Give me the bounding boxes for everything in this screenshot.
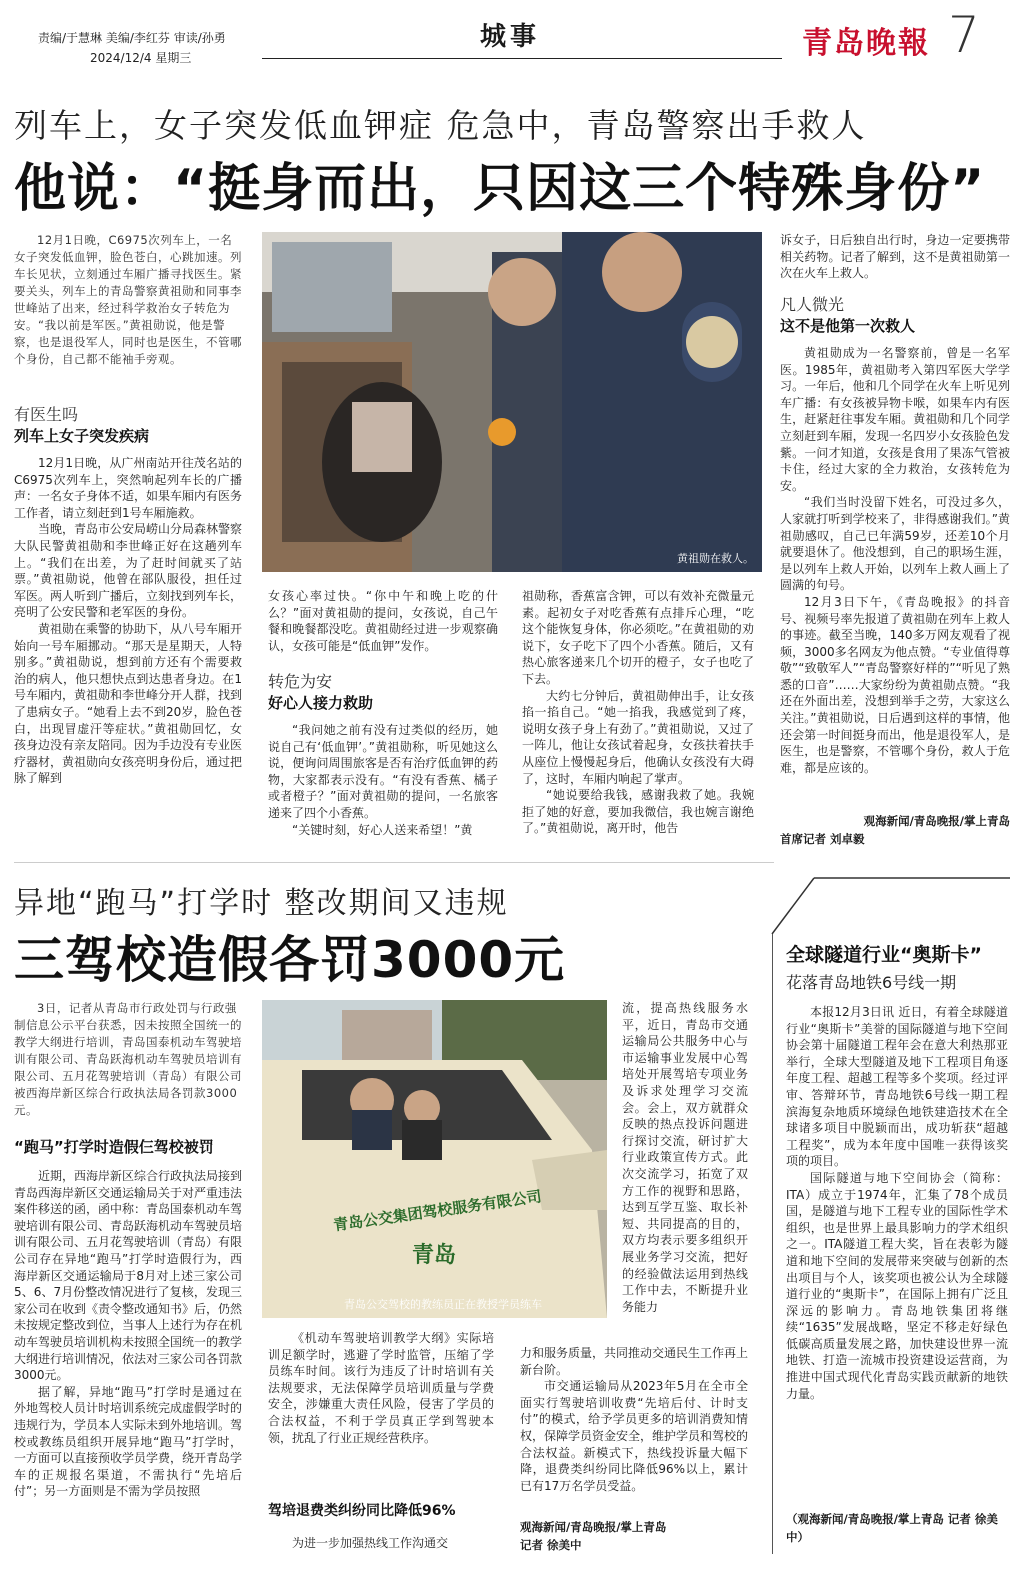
paragraph: 流，提高热线服务水平，近日，青岛市交通运输局公共服务中心与市运输事业发展中心驾培处开展驾培专项业务及诉求处理学习交流会。会上，双方就群众反映的热点投诉问题进行探讨交流，研讨扩大行业政策宣传方式。此次交流学习，拓宽了双方工作的视野和思路，达到互学互鉴、取长补短、共同提高的目的，双方均表示要多组织开展业务学习交流，把好的经验做法运用到热线工作中去，不断提升业务能力 <box>622 1001 748 1314</box>
story3-left-rule <box>772 934 773 1554</box>
paragraph: “她说要给我钱，感谢我救了她。我婉拒了她的好意，要加我微信，我也婉言谢绝了。”黄祖勋说，离开时，他告 <box>522 788 754 836</box>
story1-subhead3 <box>780 288 1010 342</box>
paragraph: 祖勋称，香蕉富含钾，可以有效补充微量元素。起初女子对吃香蕉有点排斥心理，“吃这个能恢复身体，你必须吃。”在黄祖勋的劝说下，女子吃下了四个小香蕉。随后，又有热心旅客递来几个切开的橙子，女子也吃了下去。 <box>522 589 754 686</box>
paragraph: 国际隧道与地下空间协会（简称：ITA）成立于1974年，汇集了78个成员国，是隧道与地下工程专业的国际性学术组织，也是世界上最具影响力的学术组织之一。ITA隧道工程大奖，旨在表彰为隧道和地下空间的发展带来突破与创新的杰出项目与个人，该奖项也被公认为全球隧道行业的“奥斯卡”，在国际上拥有广泛且深远的影响力。青岛地铁集团将继续“1635”发展战略，坚定不移走好绿色低碳高质量发展之路，加快建设世界一流地铁、打造一流城市投资建设运营商，为推进中国式现代化青岛实践贡献新的地铁力量。 <box>786 1170 1008 1401</box>
story2-headline: 三驾校造假各罚3000元 <box>14 931 566 989</box>
story2-col2b <box>268 1535 494 1565</box>
story3-body <box>786 1004 1008 1504</box>
story1-headline: 他说：“挺身而出，只因这三个特殊身份” <box>14 159 986 219</box>
train-rescue-photo <box>262 232 762 572</box>
story1-sub2b: 好心人接力救助 <box>268 694 374 712</box>
story1-col4b <box>780 345 1010 813</box>
story1-lead: 12月1日晚，C6975次列车上，一名女子突发低血钾，脸色苍白，心跳加速。列车长见状，立刻通过车厢广播寻找医生。紧要关头，列车上的青岛警察黄祖勋和同事李世峰站了出来，经过科学救治女子转危为安。“我以前是军医。”黄祖勋说，他是警察，也是退役军人，同时也是医生，不管哪个身份，自己都不能袖手旁观。 <box>14 233 242 366</box>
story2-byline <box>520 1518 748 1554</box>
story3-headline: 全球隧道行业“奥斯卡” <box>786 944 982 966</box>
story2-sub2: 驾培退费类纠纷同比降低96% <box>268 1503 456 1519</box>
car-company-text: 青岛公交集团驾校服务有限公司 <box>332 1187 543 1235</box>
story1-subhead2 <box>268 665 498 719</box>
story1-subhead1 <box>14 398 242 452</box>
paragraph: “我们当时没留下姓名，可没过多久，人家就打听到学校来了，非得感谢我们。”黄祖勋感叹，自己已年满59岁，还差10个月就要退休了。他没想到，自己的职场生涯，是以列车上救人开始，以列车上救人画上了圆满的句号。 <box>780 495 1010 593</box>
car-city-text: 青岛 <box>412 1243 457 1268</box>
driving-school-car-photo <box>262 1000 607 1318</box>
story1-photo-caption: 黄祖勋在救人。 <box>677 552 754 565</box>
story3-corner-rule <box>770 876 1010 936</box>
story2-photo <box>262 1000 607 1318</box>
story1-col2 <box>268 588 498 656</box>
paragraph: 诉女子，日后独自出行时，身边一定要携带相关药物。记者了解到，这不是黄祖勋第一次在火车上救人。 <box>780 233 1010 281</box>
story1-col3 <box>522 588 754 844</box>
paragraph: 12月3日下午，《青岛晚报》的抖音号、视频号率先报道了黄祖勋在列车上救人的事迹。截至当晚，140多万网友观看了视频，3000多名网友为他点赞。“专业值得尊敬”“致敬军人”“青岛警察好样的”“听见了熟悉的口音”……大家纷纷为黄祖勋点赞。“我还在外面出差，没想到举手之劳，大家这么关注。”黄祖勋说，日后遇到这样的事情，他还会第一时间挺身而出，他是退役军人，是医生，也是警察，不管哪个身份，救人于危难，都是应该的。 <box>780 594 1010 775</box>
paragraph: 本报12月3日讯 近日，有着全球隧道行业“奥斯卡”美誉的国际隧道与地下空间协会第十届隧道工程年会在意大利热那亚举行，全球大型隧道及地下工程项目角逐年度工程、超越工程等多个奖项。经过评审、答辩环节，青岛地铁6号线一期工程滨海复杂地质环境绿色地铁建造技术在全球诸多项目中脱颖而出，成功斩获“超越工程奖”，成为本年度中国唯一获得该奖项的项目。 <box>786 1005 1008 1169</box>
paragraph: 12月1日晚，从广州南站开往茂名站的C6975次列车上，突然响起列车长的广播声：一名女子身体不适，如果车厢内有医务工作者，请立刻赶到1号车厢施救。 <box>14 456 242 520</box>
story1-sub1a: 有医生吗 <box>14 405 79 424</box>
story2-sub1: “跑马”打学时造假仨驾校被罚 <box>14 1138 214 1156</box>
story1-col2b <box>268 722 498 842</box>
paragraph: 当晚，青岛市公安局崂山分局森林警察大队民警黄祖勋和李世峰正好在这趟列车上。“我们在出差，为了赶时间就买了站票。”黄祖勋说，他曾在部队服役，担任过军医。两人听到广播后，立刻找到列车长，亮明了公安民警和老军医的身份。 <box>14 522 242 620</box>
story-divider <box>14 862 774 863</box>
story2-col2 <box>268 1330 494 1490</box>
story1-byline <box>780 812 1010 848</box>
paragraph: 黄祖勋在乘警的协助下，从八号车厢开始向一号车厢挪动。“那天是星期天，人特别多。”黄祖勋说，想到前方还有个需要救治的病人，他只想快点到达患者身边。在1号车厢内，黄祖勋和李世峰分开人群，找到了患病女子。“她看上去不到20岁，脸色苍白，出现冒虚汗等症状。”黄祖勋回忆，女孩身边没有亲友陪同。因为手边没有专业医疗器材，黄祖勋向女孩亮明身份后，通过把脉了解到 <box>14 621 242 786</box>
story2-byline-reporter: 记者 徐美中 <box>520 1538 582 1552</box>
story1-kicker: 列车上，女子突发低血钾症 危急中，青岛警察出手救人 <box>14 106 867 145</box>
paragraph: 女孩心率过快。“你中午和晚上吃的什么？”面对黄祖勋的提问，女孩说，自己午餐和晚餐都没吃。黄祖勋经过进一步观察确认，女孩可能是“低血钾”发作。 <box>268 589 498 653</box>
newspaper-logo: 青岛晚報 <box>802 26 930 61</box>
paragraph: 近期，西海岸新区综合行政执法局接到青岛西海岸新区交通运输局关于对严重违法案件移送的函，函中称：青岛国泰机动车驾驶培训有限公司、青岛跃海机动车驾驶员培训有限公司、五月花驾驶培训（青岛）有限公司存在异地“跑马”打学时造假行为，西海岸新区交通运输局于8月对上述三家公司5、6、7月份整改情况进行了复核，发现三家公司在收到《责令整改通知书》后，仍然未按规定整改到位，当事人上述行为存在机动车驾驶员培训机构未按照全国统一的教学大纲进行培训情况，依法对三家公司各罚款3000元。 <box>14 1169 242 1383</box>
story1-photo <box>262 232 762 572</box>
story3-subhead: 花落青岛地铁6号线一期 <box>786 973 957 992</box>
story2-lead: 3日，记者从青岛市行政处罚与行政强制信息公示平台获悉，因未按照全国统一的教学大纲进行培训，青岛国泰机动车驾驶培训有限公司、青岛跃海机动车驾驶员培训有限公司、五月花驾驶培训（青岛）有限公司被西海岸新区综合行政执法局各罚款3000元。 <box>14 1001 242 1117</box>
story1-sub2a: 转危为安 <box>268 672 333 691</box>
paragraph: “关键时刻，好心人送来希望！”黄 <box>292 822 473 837</box>
story2-kicker: 异地“跑马”打学时 整改期间又违规 <box>14 886 509 921</box>
story2-col1 <box>14 1168 242 1563</box>
masthead-date: 2024/12/4 星期三 <box>90 51 192 65</box>
story1-sub3b: 这不是他第一次救人 <box>780 317 916 335</box>
paragraph: 力和服务质量，共同推动交通民生工作再上新台阶。 <box>520 1346 748 1377</box>
masthead-editors: 责编/于慧琳 美编/李红芬 审读/孙勇 <box>38 31 226 45</box>
section-title: 城事 <box>479 22 540 52</box>
page-number: 7 <box>948 6 980 64</box>
masthead-rule <box>262 58 782 59</box>
paragraph: 大约七分钟后，黄祖勋伸出手，让女孩掐一掐自己。“她一掐我，我感觉到了疼，说明女孩子身上有劲了。”黄祖勋说，又过了一阵儿，他让女孩试着起身，女孩扶着扶手从座位上慢慢起身后，他确认女孩没有大碍了，这时，车厢内响起了掌声。 <box>522 688 754 786</box>
story2-col3b <box>520 1345 748 1515</box>
story1-col4a <box>780 232 1010 284</box>
story1-byline-source: 观海新闻/青岛晚报/掌上青岛 <box>863 814 1010 828</box>
paragraph: 市交通运输局从2023年5月在全市全面实行驾驶培训收费“先培后付、计时支付”的模式，给予学员更多的培训消费知情权，保障学员资金安全，维护学员和驾校的合法权益。新模式下，热线投诉量大幅下降，退费类纠纷同比降低96%以上，累计已有17万名学员受益。 <box>520 1379 748 1493</box>
story1-col1 <box>14 455 242 840</box>
paragraph: 为进一步加强热线工作沟通交 <box>292 1536 449 1550</box>
story2-col3a <box>622 1000 748 1330</box>
story1-sub1b: 列车上女子突发疾病 <box>14 427 150 445</box>
paragraph: 《机动车驾驶培训教学大纲》实际培训足额学时，逃避了学时监管，压缩了学员练车时间。该行为违反了计时培训有关法规要求，无法保障学员培训质量与学费安全，涉嫌重大责任风险，侵害了学员的合法权益，不利于学员真正学到驾驶本领，扰乱了行业正规经营秩序。 <box>268 1331 494 1445</box>
story1-sub3a: 凡人微光 <box>780 295 845 314</box>
story2-byline-source: 观海新闻/青岛晚报/掌上青岛 <box>520 1520 667 1534</box>
paragraph: “我问她之前有没有过类似的经历，她说自己有‘低血钾’。”黄祖勋称，听见她这么说，便询问周围旅客是否有治疗低血钾的药物，大家都表示没有。“有没有香蕉、橘子或者橙子？”面对黄祖勋的提问，一名旅客递来了四个小香蕉。 <box>268 723 498 820</box>
story2-photo-caption: 青岛公交驾校的教练员正在教授学员练车 <box>344 1298 542 1311</box>
story3-byline: （观海新闻/青岛晚报/掌上青岛 记者 徐美中） <box>786 1512 998 1544</box>
paragraph: 黄祖勋成为一名警察前，曾是一名军医。1985年，黄祖勋考入第四军医大学学习。一年后，他和几个同学在火车上听见列车广播：有女孩被异物卡喉，如果车内有医生，赶紧赶往事发车厢。黄祖勋和几个同学立刻赶到车厢，发现一名四岁小女孩脸色发紫。一问才知道，女孩是食用了果冻气管被卡住，经过大家的全力救治，女孩转危为安。 <box>780 346 1010 493</box>
paragraph: 据了解，异地“跑马”打学时是通过在外地驾校人员计时培训系统完成虚假学时的违规行为，学员本人实际未到外地培训。驾校或教练员组织开展异地“跑马”打学时，一方面可以直接预收学员学费，绕开青岛学车的正规报名渠道，不需执行“先培后付”；另一方面则是不需为学员按照 <box>14 1384 242 1499</box>
story1-byline-reporter: 首席记者 刘卓毅 <box>780 832 865 846</box>
